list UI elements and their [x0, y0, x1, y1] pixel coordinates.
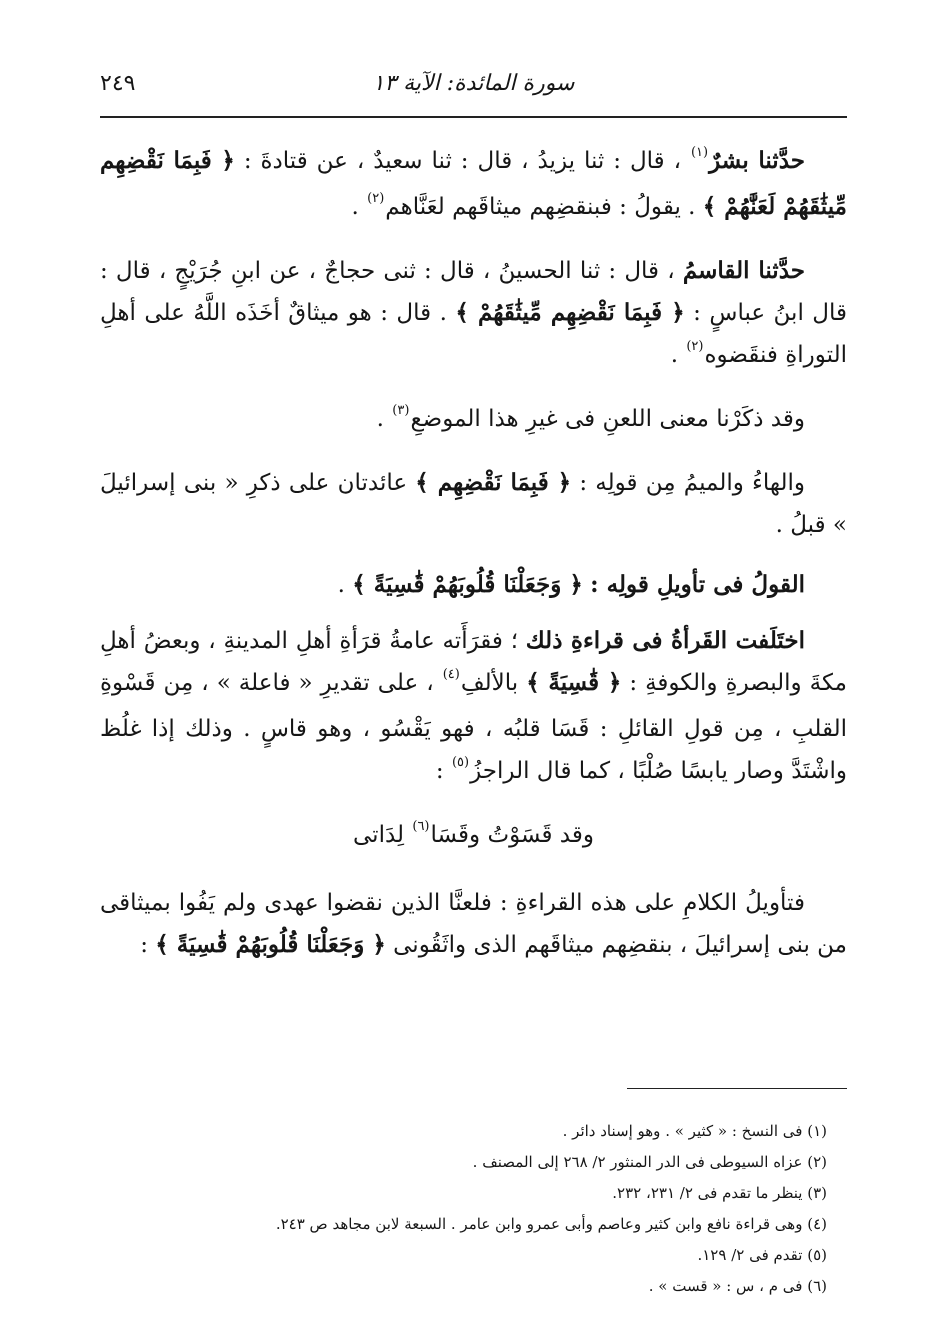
paragraph-text: فتأويلُ الكلامِ على هذه القراءةِ : فلعنَّا الذين نقضوا عهدى ولم يَفُوا بميثاقى من بنى إسرائيلَ ، بنقضِهم ميثاقَهم الذى واثَقُونى	[100, 890, 847, 958]
footnote-2: (٢) عزاه السيوطى فى الدر المنثور ٢/ ٢٦٨ إلى المصنف .	[472, 1153, 827, 1171]
footnotes	[100, 1116, 827, 1302]
paragraph-text: بالألفِ	[460, 670, 519, 696]
paragraph-3	[100, 398, 847, 444]
footnote-4: (٤) وهى قراءة نافع وابن كثير وعاصم وأبى عمرو وابن عامر . السبعة لابن مجاهد ص ٢٤٣.	[275, 1215, 827, 1233]
paragraph-1	[100, 140, 847, 232]
header-rule	[100, 116, 847, 118]
page-number: ٢٤٩	[100, 71, 136, 96]
paragraph-text: وقد ذكَرْنا معنى اللعنِ فى غيرِ هذا الموضعِ	[410, 406, 805, 432]
quran-quote: ﴿ فَبِمَا نَقْضِهِم مِّيثَٰقَهُمْ ﴾	[455, 299, 685, 326]
footnote-ref[interactable]: (٦)	[412, 819, 430, 834]
paragraph-text: :	[435, 758, 444, 784]
footnote-ref[interactable]: (٣)	[392, 403, 410, 418]
quran-quote: ﴿ فَبِمَا نَقْضِهِم مِّيثَٰقَهُمْ لَعَنَّٰهُمْ ﴾	[100, 147, 847, 220]
paragraph-text: .	[670, 342, 679, 368]
footnote-6: (٦) فى م ، س : « قست » .	[648, 1277, 827, 1295]
footnote-ref[interactable]: (٤)	[442, 667, 460, 682]
paragraph-text: . قال : هو ميثاقٌ أخَذَه اللَّهُ على أهلِ التوراةِ فنقَضوه	[100, 300, 847, 368]
footnote-ref[interactable]: (٢)	[686, 339, 704, 354]
paragraph-6	[100, 882, 847, 966]
isnad-lead: حدَّثنا القاسمُ	[682, 257, 805, 284]
footnote-1: (١) فى النسخ : « كثير » . وهو إسناد دائر .	[562, 1122, 827, 1140]
paragraph-text: ؛ فقرَأَته عامةُ قرَأةِ أهلِ المدينةِ ، وبعضُ أهلِ مكةَ والبصرةِ والكوفةِ :	[100, 628, 848, 696]
paragraph-text: :	[140, 932, 148, 958]
surah-title: سورة المائدة: الآية ١٣	[372, 71, 575, 96]
quran-quote: ﴿ وَجَعَلْنَا قُلُوبَهُمْ قَٰسِيَةً ﴾	[155, 931, 386, 958]
paragraph-text: . يقولُ : فبنقضِهم ميثاقَهم لعَنَّاهم	[385, 194, 696, 220]
running-header	[100, 64, 847, 104]
heading-lead: القولُ فى تأويلِ قولِه :	[590, 571, 805, 598]
paragraph-2	[100, 250, 847, 380]
paragraph-text: والهاءُ والميمُ مِن قولِه :	[579, 470, 805, 496]
isnad-lead: حدَّثنا بشرٌ	[709, 147, 805, 174]
paragraph-4	[100, 462, 847, 546]
verse-text: وقد قَسَوْتُ وقَسَا	[430, 822, 594, 848]
main-text	[100, 140, 847, 984]
paragraph-text: .	[351, 194, 359, 220]
footnote-ref[interactable]: (١)	[690, 145, 709, 160]
footnote-5: (٥) تقدم فى ٢/ ١٢٩.	[697, 1246, 827, 1264]
footnote-ref[interactable]: (٢)	[367, 191, 385, 206]
section-heading	[100, 564, 847, 606]
poetry-verse	[100, 814, 847, 860]
quran-quote: ﴿ قَٰسِيَةً ﴾	[526, 669, 622, 696]
footnote-ref[interactable]: (٥)	[451, 755, 470, 770]
footnote-rule	[627, 1088, 847, 1089]
footnote-3: (٣) ينظر ما تقدم فى ٢/ ٢٣١، ٢٣٢.	[612, 1184, 827, 1202]
paragraph-text: ، على تقديرِ « فاعلة » ، مِن قَسْوةِ القلبِ ، مِن قولِ القائلِ : قَسَا قلبُه ، فهو يَقْسُو ، وهو قاسٍ . وذلك إذا غلُظ واشْتَدَّ وصار يابسًا صُلْبًا ، كما قال الراجزُ	[100, 670, 847, 784]
verse-text: لِدَاتى	[353, 822, 405, 848]
heading-tail: .	[337, 572, 345, 598]
paragraph-text: عائدتان على ذكرِ « بنى إسرائيلَ » قبلُ .	[100, 470, 847, 538]
quran-quote: ﴿ فَبِمَا نَقْضِهِم ﴾	[415, 469, 572, 496]
paragraph-text: ، قال : ثنا الحسينُ ، قال : ثنى حجاجٌ ، عن ابنِ جُرَيْجٍ ، قال : قال ابنُ عباسٍ :	[100, 258, 848, 326]
paragraph-text: .	[376, 406, 384, 432]
paragraph-lead: اختَلَفت القَرأةُ فى قراءةِ ذلك	[525, 627, 805, 654]
paragraph-5	[100, 620, 847, 796]
paragraph-text: ، قال : ثنا يزيدُ ، قال : ثنا سعيدٌ ، عن قتادةَ :	[243, 148, 682, 174]
quran-quote: ﴿ وَجَعَلْنَا قُلُوبَهُمْ قَٰسِيَةً ﴾	[352, 571, 583, 598]
